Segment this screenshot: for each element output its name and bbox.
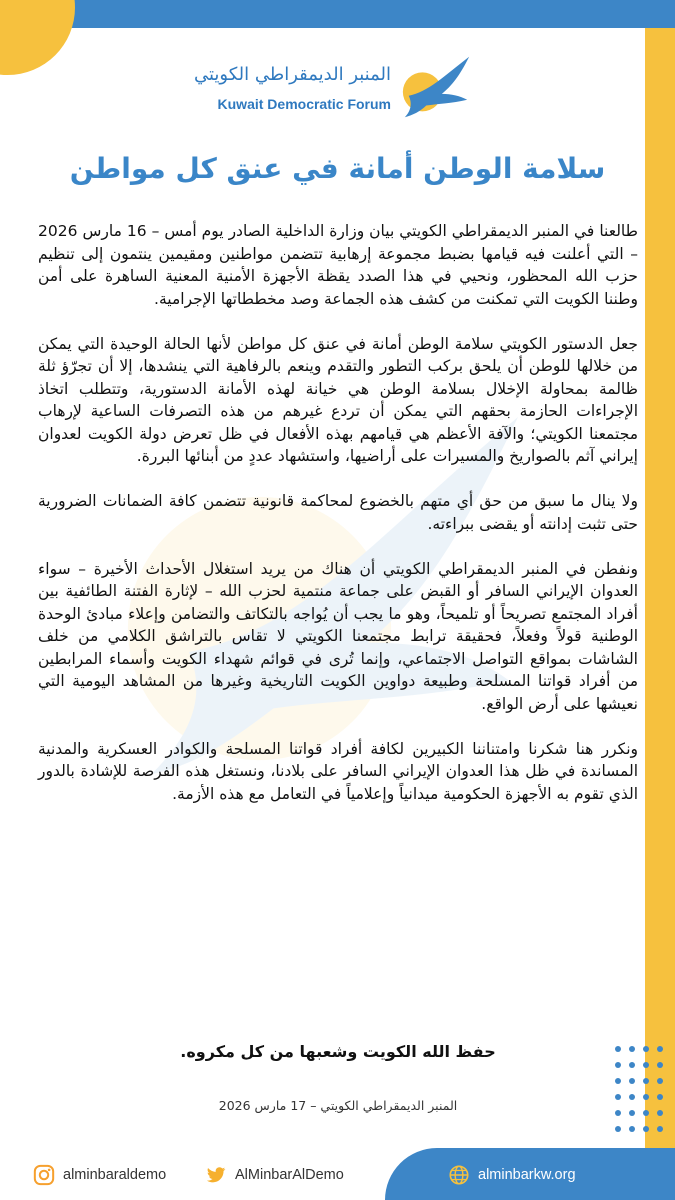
instagram-link[interactable] xyxy=(33,1164,166,1186)
paragraph-1: طالعنا في المنبر الديمقراطي الكويتي بيان وزارة الداخلية الصادر يوم أمس – 16 مارس 2026 – التي أعلنت فيه قيامها بضبط مجموعة إرهابية تتضمن مواطنين ومقيمين ينتمون إلى تنظيم حزب الله المحظور، ونحيي في هذا الصدد يقظة الأجهزة الأمنية المعنية الساهرة على أمن وطننا الكويت التي تمكنت من كشف هذه الجماعة وصد مخططاتها الإجرامية. xyxy=(38,222,638,308)
statement-body xyxy=(38,220,638,828)
globe-icon xyxy=(448,1164,470,1186)
instagram-icon xyxy=(33,1164,55,1186)
twitter-link[interactable] xyxy=(205,1164,344,1186)
statement-title: سلامة الوطن أمانة في عنق كل مواطن xyxy=(69,152,606,185)
twitter-handle: AlMinbarAlDemo xyxy=(235,1167,344,1183)
instagram-handle: alminbaraldemo xyxy=(63,1167,167,1183)
top-blue-band xyxy=(0,0,675,28)
paragraph-4: ونفطن في المنبر الديمقراطي الكويتي أن هناك من يريد استغلال الأحداث الأخيرة – سواء العدوان الإيراني السافر أو القبض على جماعة منتمية لحزب الله – لإثارة الفتنة الطائفية بين أفراد المجتمع تصريحاً أو تلميحاً، وهو ما يجب أن يُواجه بالتكاتف والتضامن وإعلاء مبادئ الوحدة الوطنية قولاً وفعلاً، فحقيقة ترابط مجتمعنا الكويتي لا تقاس بالتراشق الكلامي من خلف الشاشات بمواقع التواصل الاجتماعي، وإنما تُرى في قوائم شهداء الكويت وأسماء المرابطين من أفراد قواتنا المسلحة وطبيعة دواوين الكويت التاريخية وغيرها من المشاهد اليومية التي نعيشها على أرض الواقع. xyxy=(38,559,638,713)
logo-name-english: Kuwait Democratic Forum xyxy=(217,96,391,112)
paragraph-2: جعل الدستور الكويتي سلامة الوطن أمانة في عنق كل مواطن لأنها الحالة الوحيدة التي يمكن من خلالها للوطن أن يلحق بركب التطور والتقدم وينعم بالرفاهية التي ينشدها، إلا أن تجرّؤ ثلة ظالمة بمحاولة الإخلال بسلامة الوطن هي خيانة لهذه الأمانة الدستورية، وتتطلب اتخاذ الإجراءات الحازمة بحقهم التي يمكن أن تردع غيرهم من هذه التصرفات الساعية لإرهاب مجتمعنا الكويتي؛ والآفة الأعظم هي قيامهم بهذه الأفعال في ظل تعرض دولة الكويت لعدوان إيراني آثم بالصواريخ والمسيرات على أراضيها، واستشهاد عددٍ من أبنائها البررة. xyxy=(38,334,638,465)
dots-decoration xyxy=(610,1043,665,1135)
twitter-icon xyxy=(205,1164,227,1186)
right-yellow-band xyxy=(645,28,675,1148)
bird-icon xyxy=(397,52,475,124)
logo-name-arabic: المنبر الديمقراطي الكويتي xyxy=(193,64,391,85)
paragraph-5: ونكرر هنا شكرنا وامتناننا الكبيرين لكافة أفراد قواتنا المسلحة والكوادر العسكرية والمدنية المساندة في ظل هذا العدوان الإيراني السافر على بلادنا، ونستغل هذه الفرصة للإشادة بالدور الذي تقوم به الأجهزة الحكومية ميدانياً وإعلامياً في التعامل مع هذه الأزمة. xyxy=(38,739,638,803)
signature-line: المنبر الديمقراطي الكويتي – 17 مارس 2026 xyxy=(218,1098,458,1113)
closing-prayer: حفظ الله الكويت وشعبها من كل مكروه. xyxy=(180,1042,496,1061)
website-url: alminbarkw.org xyxy=(478,1167,576,1183)
paragraph-3: ولا ينال ما سبق من حق أي متهم بالخضوع لمحاكمة قانونية تتضمن كافة الضمانات الضرورية حتى تثبت إدانته أو يقضى ببراءته. xyxy=(38,492,638,533)
website-link[interactable] xyxy=(448,1164,576,1186)
forum-logo xyxy=(193,52,475,132)
yellow-circle-decoration xyxy=(0,0,75,75)
